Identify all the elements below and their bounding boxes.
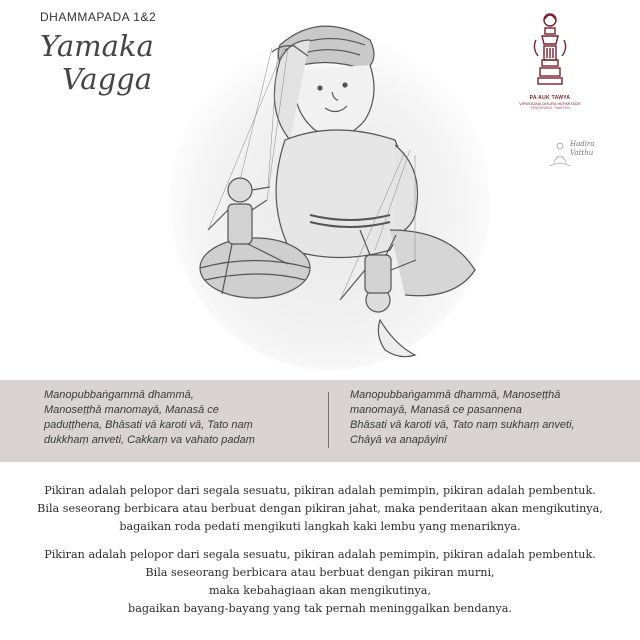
translation-line: bagaikan roda pedati mengikuti langkah kaki lembu yang menariknya.: [119, 520, 521, 533]
logo-subtitle: VIPASSANA DHURA HERMITAGE: [519, 101, 581, 106]
series-label: DHAMMAPADA 1&2: [40, 10, 157, 24]
verse-divider: [328, 392, 329, 448]
logo-location: TANGERANG · BANTEN: [530, 106, 570, 110]
hermitage-logo: [500, 10, 600, 110]
secondary-logo-text: [570, 140, 595, 158]
translation-line: Pikiran adalah pelopor dari segala sesuatu, pikiran adalah pemimpin, pikiran adalah pembentuk.: [44, 484, 596, 497]
translation-line: bagaikan bayang-bayang yang tak pernah meninggalkan bendanya.: [128, 602, 512, 615]
pali-right-line: Chāyā va anapāyinī: [350, 434, 447, 446]
translation-line: Pikiran adalah pelopor dari segala sesuatu, pikiran adalah pemimpin, pikiran adalah pembentuk.: [44, 548, 596, 561]
pali-left-line: dukkhaṃ anveti, Cakkaṃ va vahato padaṃ: [44, 434, 255, 446]
translation-verse-2: [0, 546, 640, 618]
pali-verse-left: [44, 388, 314, 448]
title-line-1: Yamaka: [40, 29, 154, 63]
pali-verse-band: [0, 380, 640, 462]
pali-left-line: paduṭṭhena, Bhāsati vā karoti vā, Tato naṃ: [44, 419, 253, 431]
translation-line: Bila seseorang berbicara atau berbuat dengan pikiran jahat, maka penderitaan akan mengikutinya,: [37, 502, 603, 515]
secondary-logo-line-1: Hadira: [570, 140, 595, 148]
secondary-logo-line-2: Vatthu: [570, 149, 594, 157]
title-line-2: Vagga: [62, 62, 152, 96]
page-title: [40, 30, 154, 96]
pali-right-line: Manopubbaṅgammā dhammā, Manoseṭṭhā: [350, 389, 561, 401]
stupa-emblem-icon: [530, 10, 570, 90]
pali-right-line: Bhāsati vā karoti vā, Tato naṃ sukhaṃ anveti,: [350, 419, 575, 431]
puppet-master-illustration: [160, 0, 500, 375]
pali-left-line: Manoseṭṭhā manomayā, Manasā ce: [44, 404, 219, 416]
pali-left-line: Manopubbaṅgammā dhammā,: [44, 389, 194, 401]
pali-right-line: manomayā, Manasā ce pasannena: [350, 404, 522, 416]
pali-verse-right: [350, 388, 610, 448]
translation-line: maka kebahagiaan akan mengikutinya,: [208, 584, 432, 597]
logo-name: PA AUK TAWYA: [529, 95, 571, 101]
translation-verse-1: [0, 482, 640, 536]
translation-line: Bila seseorang berbicara atau berbuat dengan pikiran murni,: [145, 566, 495, 579]
